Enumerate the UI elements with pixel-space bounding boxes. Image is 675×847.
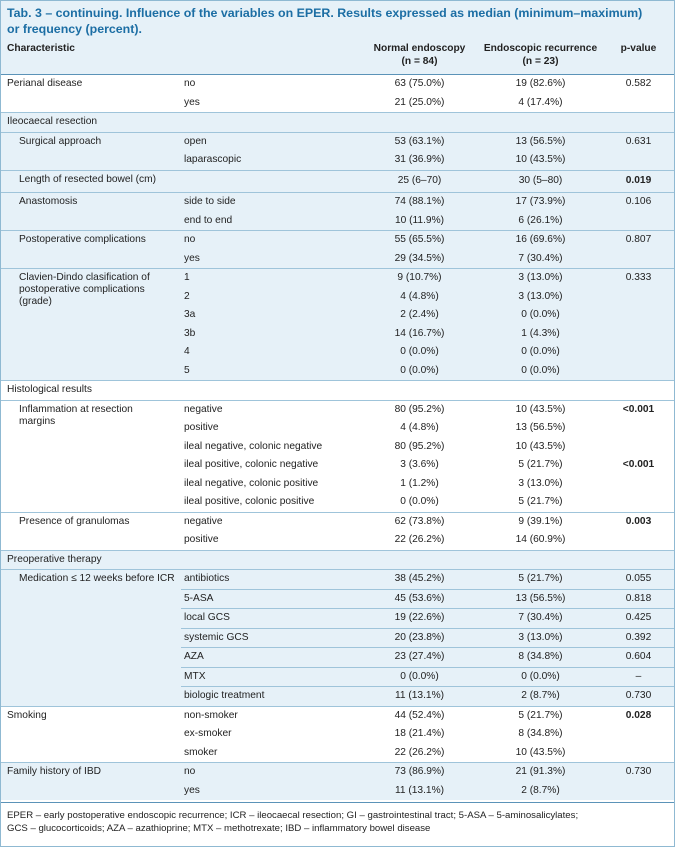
cell-normal: 53 (63.1%) bbox=[361, 132, 478, 151]
cell-pvalue: 0.055 bbox=[603, 570, 674, 590]
row-label: Medication ≤ 12 weeks before ICR bbox=[1, 570, 181, 707]
header-normal-label: Normal endoscopy bbox=[373, 43, 466, 54]
header-row bbox=[1, 39, 674, 75]
cell-recurrence: 5 (21.7%) bbox=[478, 570, 603, 590]
row-level: 3b bbox=[181, 325, 361, 344]
table-row bbox=[1, 763, 674, 782]
row-label: Smoking bbox=[1, 706, 181, 763]
header-normal bbox=[361, 39, 478, 75]
cell-recurrence: 0 (0.0%) bbox=[478, 362, 603, 381]
cell-pvalue: 0.019 bbox=[603, 170, 674, 193]
cell-recurrence: 1 (4.3%) bbox=[478, 325, 603, 344]
row-level: positive bbox=[184, 422, 219, 434]
row-level: laparascopic bbox=[181, 151, 361, 170]
row-level: ileal negative, colonic negative bbox=[184, 440, 323, 452]
header-normal-n: (n = 84) bbox=[401, 56, 438, 67]
row-level: yes bbox=[181, 250, 361, 269]
row-level: yes bbox=[181, 782, 361, 801]
cell-normal: 38 (45.2%) bbox=[361, 570, 478, 590]
row-level: ileal positive, colonic negative bbox=[184, 459, 319, 471]
cell-normal: 63 (75.0%) bbox=[361, 75, 478, 94]
cell-recurrence: 3 (13.0%) bbox=[478, 628, 603, 648]
cell-normal: 14 (16.7%) bbox=[361, 325, 478, 344]
cell-normal: 4 (4.8%) bbox=[361, 288, 478, 307]
cell-normal: 0 (0.0%) bbox=[361, 343, 478, 362]
cell-pvalue: 0.631 bbox=[603, 132, 674, 151]
row-level: MTX bbox=[181, 667, 361, 687]
cell-recurrence: 5 (21.7%) bbox=[518, 496, 563, 508]
table-row bbox=[1, 512, 674, 531]
cell-normal: 29 (34.5%) bbox=[361, 250, 478, 269]
header-characteristic: Characteristic bbox=[1, 39, 181, 75]
section-ileocaecal: Ileocaecal resection bbox=[1, 113, 674, 133]
section-preoperative: Preoperative therapy bbox=[1, 550, 674, 570]
table-row bbox=[1, 75, 674, 94]
row-level: ileal negative, colonic positive bbox=[184, 477, 319, 489]
cell-normal: 9 (10.7%) bbox=[361, 269, 478, 288]
row-level bbox=[181, 170, 361, 193]
row-level: 5-ASA bbox=[181, 589, 361, 609]
cell-normal: 22 (26.2%) bbox=[394, 534, 445, 546]
cell-pvalue bbox=[603, 782, 674, 801]
cell-pvalue bbox=[603, 343, 674, 362]
row-label: Perianal disease bbox=[1, 75, 181, 113]
cell-normal: 4 (4.8%) bbox=[400, 422, 439, 434]
footnote-line-1: EPER – early postoperative endoscopic recurrence; ICR – ileocaecal resection; GI – gastrointestinal tract; 5-ASA – 5-aminosalicylates; bbox=[7, 810, 579, 821]
cell-normal: 2 (2.4%) bbox=[361, 306, 478, 325]
cell-recurrence: 16 (69.6%) bbox=[478, 231, 603, 250]
cell-normal: 11 (13.1%) bbox=[361, 687, 478, 707]
section-row bbox=[1, 550, 674, 570]
footnote-line-2: GCS – glucocorticoids; AZA – azathioprine; MTX – methotrexate; IBD – inflammatory bowel disease bbox=[7, 823, 431, 834]
cell-pvalue: 0.425 bbox=[603, 609, 674, 629]
cell-pvalue bbox=[603, 419, 674, 438]
cell-normal: 45 (53.6%) bbox=[361, 589, 478, 609]
row-label: Length of resected bowel (cm) bbox=[1, 170, 181, 193]
cell-pvalue bbox=[603, 151, 674, 170]
row-level: yes bbox=[184, 96, 200, 108]
cell-normal: 55 (65.5%) bbox=[361, 231, 478, 250]
cell-normal: 21 (25.0%) bbox=[394, 96, 445, 108]
table-row bbox=[1, 170, 674, 193]
row-level: antibiotics bbox=[181, 570, 361, 590]
row-label: Anastomosis bbox=[1, 193, 181, 231]
cell-recurrence: 0 (0.0%) bbox=[478, 343, 603, 362]
cell-normal: 0 (0.0%) bbox=[361, 667, 478, 687]
table-row bbox=[1, 193, 674, 212]
cell-recurrence: 19 (82.6%) bbox=[478, 75, 603, 94]
table-row bbox=[1, 400, 674, 419]
header-pvalue: p-value bbox=[603, 39, 674, 75]
cell-pvalue bbox=[603, 493, 674, 512]
cell-recurrence: 13 (56.5%) bbox=[478, 589, 603, 609]
row-level: biologic treatment bbox=[181, 687, 361, 707]
cell-normal: 31 (36.9%) bbox=[361, 151, 478, 170]
cell-normal: 11 (13.1%) bbox=[361, 782, 478, 801]
section-row bbox=[1, 381, 674, 401]
clavien-label: Clavien-Dindo clasification of postoperative complications (grade) bbox=[19, 272, 150, 307]
row-label: Postoperative complications bbox=[1, 231, 181, 269]
cell-pvalue: <0.001 bbox=[622, 459, 655, 471]
row-level: negative bbox=[181, 512, 361, 531]
caption-line-2: or frequency (percent). bbox=[7, 22, 142, 36]
cell-pvalue: 0.730 bbox=[603, 687, 674, 707]
row-level: smoker bbox=[184, 746, 218, 758]
cell-pvalue: 0.807 bbox=[603, 231, 674, 250]
cell-recurrence: 7 (30.4%) bbox=[478, 250, 603, 269]
cell-normal: 73 (86.9%) bbox=[361, 763, 478, 782]
row-level: end to end bbox=[181, 212, 361, 231]
header-level bbox=[181, 39, 361, 75]
cell-recurrence: 0 (0.0%) bbox=[478, 306, 603, 325]
row-label: Surgical approach bbox=[1, 132, 181, 170]
cell-recurrence: 13 (56.5%) bbox=[515, 422, 566, 434]
cell-normal: 20 (23.8%) bbox=[361, 628, 478, 648]
cell-recurrence: 21 (91.3%) bbox=[478, 763, 603, 782]
row-level: side to side bbox=[181, 193, 361, 212]
row-level: 2 bbox=[181, 288, 361, 307]
caption-line-1: Tab. 3 – continuing. Influence of the variables on EPER. Results expressed as median (minimum–maximum) bbox=[7, 6, 643, 20]
cell-pvalue bbox=[603, 475, 674, 494]
cell-recurrence: 30 (5–80) bbox=[478, 170, 603, 193]
row-level: non-smoker bbox=[181, 706, 361, 725]
cell-pvalue bbox=[603, 362, 674, 381]
cell-pvalue: 0.582 bbox=[603, 75, 674, 94]
row-level: no bbox=[181, 763, 361, 782]
row-level: 5 bbox=[181, 362, 361, 381]
row-level: AZA bbox=[181, 648, 361, 668]
cell-normal: 23 (27.4%) bbox=[361, 648, 478, 668]
table-footnote bbox=[1, 802, 674, 846]
cell-recurrence: 13 (56.5%) bbox=[478, 132, 603, 151]
cell-recurrence: 2 (8.7%) bbox=[478, 782, 603, 801]
table-row bbox=[1, 706, 674, 725]
row-level: no bbox=[181, 231, 361, 250]
row-level: positive bbox=[184, 534, 219, 546]
cell-normal: 10 (11.9%) bbox=[361, 212, 478, 231]
cell-recurrence: 2 (8.7%) bbox=[478, 687, 603, 707]
cell-normal: 0 (0.0%) bbox=[361, 362, 478, 381]
cell-pvalue: <0.001 bbox=[603, 400, 674, 419]
row-level: ileal positive, colonic positive bbox=[184, 496, 315, 508]
table-row bbox=[1, 132, 674, 151]
cell-pvalue bbox=[603, 250, 674, 269]
row-level: negative bbox=[181, 400, 361, 419]
cell-pvalue bbox=[603, 288, 674, 307]
section-row bbox=[1, 113, 674, 133]
cell-pvalue: 0.028 bbox=[603, 706, 674, 725]
cell-recurrence: 10 (43.5%) bbox=[478, 151, 603, 170]
cell-recurrence: 9 (39.1%) bbox=[478, 512, 603, 531]
cell-recurrence: 10 (43.5%) bbox=[515, 746, 566, 758]
cell-pvalue bbox=[603, 438, 674, 457]
row-label: Presence of granulomas bbox=[1, 512, 181, 550]
table-caption bbox=[1, 1, 674, 39]
cell-pvalue bbox=[603, 325, 674, 344]
cell-recurrence: 3 (13.0%) bbox=[518, 477, 563, 489]
row-level: 3a bbox=[181, 306, 361, 325]
cell-recurrence: 5 (21.7%) bbox=[478, 706, 603, 725]
cell-normal: 22 (26.2%) bbox=[394, 746, 445, 758]
cell-normal: 1 (1.2%) bbox=[400, 477, 439, 489]
table-row bbox=[1, 231, 674, 250]
cell-pvalue: 0.730 bbox=[603, 763, 674, 782]
row-label bbox=[1, 400, 181, 512]
cell-normal: 18 (21.4%) bbox=[394, 728, 445, 740]
row-level: local GCS bbox=[181, 609, 361, 629]
cell-recurrence: 0 (0.0%) bbox=[478, 667, 603, 687]
results-table bbox=[1, 39, 674, 800]
cell-recurrence: 7 (30.4%) bbox=[478, 609, 603, 629]
cell-normal: 3 (3.6%) bbox=[400, 459, 439, 471]
cell-recurrence: 10 (43.5%) bbox=[478, 400, 603, 419]
cell-recurrence: 4 (17.4%) bbox=[518, 96, 563, 108]
section-histological: Histological results bbox=[1, 381, 674, 401]
cell-recurrence: 5 (21.7%) bbox=[518, 459, 563, 471]
cell-pvalue: 0.106 bbox=[603, 193, 674, 212]
row-level: 4 bbox=[181, 343, 361, 362]
row-label bbox=[1, 269, 181, 381]
cell-pvalue: 0.392 bbox=[603, 628, 674, 648]
row-level: 1 bbox=[181, 269, 361, 288]
header-recurrence-label: Endoscopic recurrence bbox=[483, 43, 598, 54]
cell-pvalue bbox=[603, 725, 674, 744]
cell-recurrence: 3 (13.0%) bbox=[478, 269, 603, 288]
cell-recurrence: 14 (60.9%) bbox=[515, 534, 566, 546]
cell-recurrence: 10 (43.5%) bbox=[515, 440, 566, 452]
row-level: ex-smoker bbox=[184, 728, 232, 740]
cell-pvalue: 0.604 bbox=[603, 648, 674, 668]
row-level: no bbox=[181, 75, 361, 94]
cell-normal: 25 (6–70) bbox=[361, 170, 478, 193]
inflammation-label: Inflammation at resection margins bbox=[19, 403, 133, 427]
cell-normal: 74 (88.1%) bbox=[361, 193, 478, 212]
cell-normal: 19 (22.6%) bbox=[361, 609, 478, 629]
header-recurrence bbox=[478, 39, 603, 75]
cell-pvalue: 0.818 bbox=[603, 589, 674, 609]
cell-pvalue: – bbox=[603, 667, 674, 687]
cell-recurrence: 6 (26.1%) bbox=[478, 212, 603, 231]
cell-normal: 0 (0.0%) bbox=[400, 496, 439, 508]
table-row bbox=[1, 570, 674, 590]
row-level: open bbox=[181, 132, 361, 151]
cell-normal: 80 (95.2%) bbox=[361, 400, 478, 419]
cell-pvalue bbox=[603, 94, 674, 113]
cell-normal: 44 (52.4%) bbox=[361, 706, 478, 725]
cell-recurrence: 17 (73.9%) bbox=[478, 193, 603, 212]
cell-normal: 62 (73.8%) bbox=[361, 512, 478, 531]
cell-recurrence: 8 (34.8%) bbox=[518, 728, 563, 740]
cell-pvalue bbox=[603, 531, 674, 550]
header-recurrence-n: (n = 23) bbox=[522, 56, 559, 67]
cell-pvalue: 0.333 bbox=[603, 269, 674, 288]
cell-pvalue bbox=[603, 306, 674, 325]
cell-recurrence: 8 (34.8%) bbox=[478, 648, 603, 668]
row-label: Family history of IBD bbox=[1, 763, 181, 801]
cell-recurrence: 3 (13.0%) bbox=[478, 288, 603, 307]
cell-pvalue: 0.003 bbox=[603, 512, 674, 531]
table-row bbox=[1, 269, 674, 288]
cell-normal: 80 (95.2%) bbox=[394, 440, 445, 452]
cell-pvalue bbox=[603, 744, 674, 763]
row-level: systemic GCS bbox=[181, 628, 361, 648]
cell-pvalue bbox=[603, 212, 674, 231]
